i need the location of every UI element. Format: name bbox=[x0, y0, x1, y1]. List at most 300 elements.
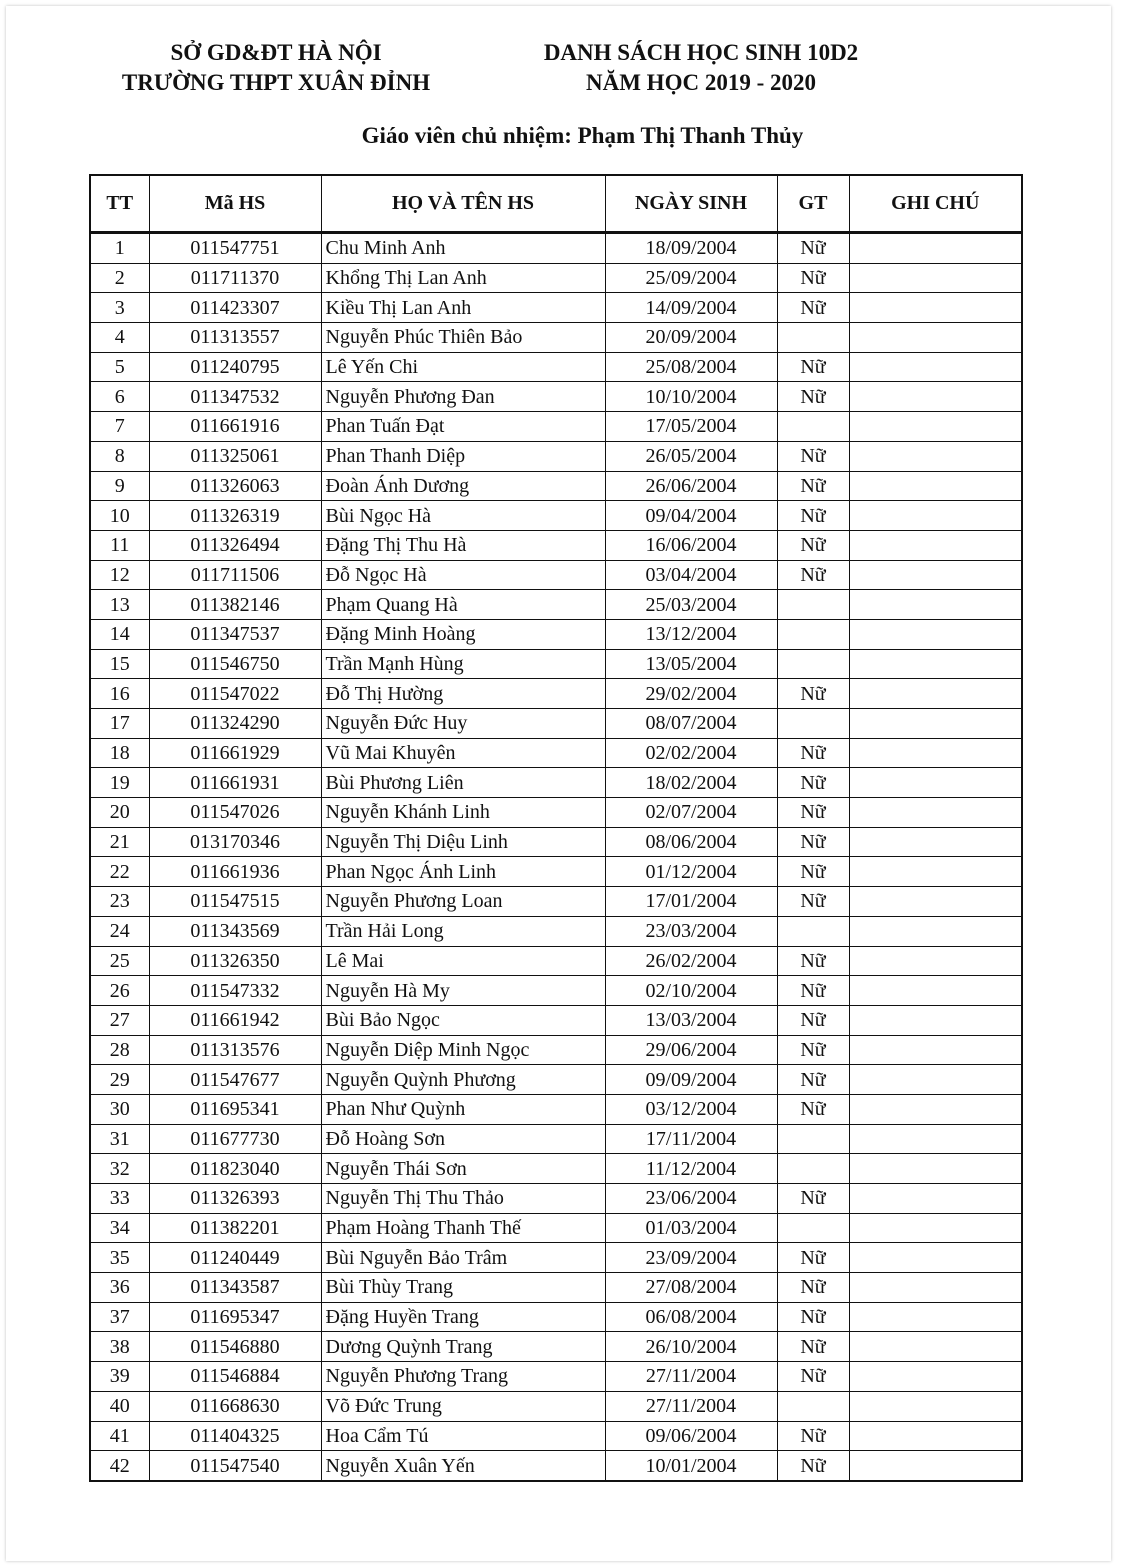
cell-birth-date: 23/06/2004 bbox=[605, 1184, 777, 1214]
cell-full-name: Bùi Thùy Trang bbox=[321, 1273, 605, 1303]
cell-index: 39 bbox=[90, 1362, 149, 1392]
cell-gender: Nữ bbox=[777, 946, 849, 976]
cell-index: 38 bbox=[90, 1332, 149, 1362]
cell-index: 12 bbox=[90, 560, 149, 590]
cell-notes bbox=[849, 1124, 1022, 1154]
cell-student-id: 011343587 bbox=[149, 1273, 321, 1303]
cell-gender: Nữ bbox=[777, 530, 849, 560]
cell-gender bbox=[777, 1391, 849, 1421]
cell-birth-date: 20/09/2004 bbox=[605, 323, 777, 353]
cell-index: 5 bbox=[90, 352, 149, 382]
table-row bbox=[90, 1362, 1022, 1392]
table-row bbox=[90, 887, 1022, 917]
cell-index: 37 bbox=[90, 1302, 149, 1332]
cell-birth-date: 16/06/2004 bbox=[605, 530, 777, 560]
cell-full-name: Lê Yến Chi bbox=[321, 352, 605, 382]
cell-index: 14 bbox=[90, 619, 149, 649]
cell-notes bbox=[849, 1273, 1022, 1303]
cell-gender bbox=[777, 709, 849, 739]
cell-gender: Nữ bbox=[777, 768, 849, 798]
cell-student-id: 011661942 bbox=[149, 1005, 321, 1035]
cell-notes bbox=[849, 560, 1022, 590]
cell-birth-date: 11/12/2004 bbox=[605, 1154, 777, 1184]
cell-index: 33 bbox=[90, 1184, 149, 1214]
cell-birth-date: 03/12/2004 bbox=[605, 1094, 777, 1124]
cell-birth-date: 14/09/2004 bbox=[605, 293, 777, 323]
cell-gender: Nữ bbox=[777, 1451, 849, 1481]
cell-index: 30 bbox=[90, 1094, 149, 1124]
cell-notes bbox=[849, 382, 1022, 412]
cell-birth-date: 13/03/2004 bbox=[605, 1005, 777, 1035]
col-header-gender: GT bbox=[777, 175, 849, 233]
cell-gender bbox=[777, 649, 849, 679]
cell-student-id: 011547332 bbox=[149, 976, 321, 1006]
cell-notes bbox=[849, 1154, 1022, 1184]
cell-notes bbox=[849, 738, 1022, 768]
table-row bbox=[90, 1243, 1022, 1273]
cell-notes bbox=[849, 1451, 1022, 1481]
cell-full-name: Phan Như Quỳnh bbox=[321, 1094, 605, 1124]
cell-student-id: 011382201 bbox=[149, 1213, 321, 1243]
table-row bbox=[90, 768, 1022, 798]
cell-gender: Nữ bbox=[777, 976, 849, 1006]
cell-index: 10 bbox=[90, 501, 149, 531]
cell-notes bbox=[849, 679, 1022, 709]
cell-index: 13 bbox=[90, 590, 149, 620]
cell-full-name: Trần Hải Long bbox=[321, 916, 605, 946]
cell-gender: Nữ bbox=[777, 738, 849, 768]
cell-index: 42 bbox=[90, 1451, 149, 1481]
cell-notes bbox=[849, 323, 1022, 353]
table-row bbox=[90, 590, 1022, 620]
cell-index: 32 bbox=[90, 1154, 149, 1184]
cell-index: 8 bbox=[90, 441, 149, 471]
cell-student-id: 011547751 bbox=[149, 233, 321, 264]
cell-full-name: Đỗ Hoàng Sơn bbox=[321, 1124, 605, 1154]
cell-student-id: 011326319 bbox=[149, 501, 321, 531]
cell-student-id: 011546880 bbox=[149, 1332, 321, 1362]
cell-index: 15 bbox=[90, 649, 149, 679]
header-left bbox=[91, 38, 461, 98]
cell-student-id: 011668630 bbox=[149, 1391, 321, 1421]
cell-birth-date: 18/02/2004 bbox=[605, 768, 777, 798]
cell-full-name: Nguyễn Phương Loan bbox=[321, 887, 605, 917]
cell-gender: Nữ bbox=[777, 560, 849, 590]
cell-student-id: 011547677 bbox=[149, 1065, 321, 1095]
cell-notes bbox=[849, 352, 1022, 382]
table-row bbox=[90, 1302, 1022, 1332]
cell-index: 26 bbox=[90, 976, 149, 1006]
cell-notes bbox=[849, 1302, 1022, 1332]
cell-notes bbox=[849, 1094, 1022, 1124]
cell-index: 1 bbox=[90, 233, 149, 264]
cell-birth-date: 10/10/2004 bbox=[605, 382, 777, 412]
cell-birth-date: 26/06/2004 bbox=[605, 471, 777, 501]
cell-birth-date: 09/09/2004 bbox=[605, 1065, 777, 1095]
cell-student-id: 011711506 bbox=[149, 560, 321, 590]
cell-notes bbox=[849, 441, 1022, 471]
cell-notes bbox=[849, 709, 1022, 739]
cell-full-name: Đặng Minh Hoàng bbox=[321, 619, 605, 649]
table-row bbox=[90, 530, 1022, 560]
cell-notes bbox=[849, 1184, 1022, 1214]
cell-full-name: Nguyễn Quỳnh Phương bbox=[321, 1065, 605, 1095]
cell-gender: Nữ bbox=[777, 1421, 849, 1451]
cell-notes bbox=[849, 1362, 1022, 1392]
cell-birth-date: 27/11/2004 bbox=[605, 1391, 777, 1421]
table-row bbox=[90, 1035, 1022, 1065]
table-body bbox=[90, 233, 1022, 1481]
cell-full-name: Bùi Nguyễn Bảo Trâm bbox=[321, 1243, 605, 1273]
cell-gender: Nữ bbox=[777, 679, 849, 709]
cell-full-name: Đỗ Ngọc Hà bbox=[321, 560, 605, 590]
cell-birth-date: 29/06/2004 bbox=[605, 1035, 777, 1065]
cell-notes bbox=[849, 1035, 1022, 1065]
cell-index: 24 bbox=[90, 916, 149, 946]
cell-index: 23 bbox=[90, 887, 149, 917]
cell-index: 3 bbox=[90, 293, 149, 323]
table-row bbox=[90, 1005, 1022, 1035]
col-header-index: TT bbox=[90, 175, 149, 233]
cell-index: 22 bbox=[90, 857, 149, 887]
homeroom-teacher: Giáo viên chủ nhiệm: Phạm Thị Thanh Thủy bbox=[361, 123, 804, 148]
table-row bbox=[90, 946, 1022, 976]
table-header-row bbox=[90, 175, 1022, 233]
cell-gender bbox=[777, 323, 849, 353]
list-title: DANH SÁCH HỌC SINH 10D2 bbox=[543, 40, 859, 65]
cell-birth-date: 13/12/2004 bbox=[605, 619, 777, 649]
cell-gender: Nữ bbox=[777, 1035, 849, 1065]
cell-student-id: 011661929 bbox=[149, 738, 321, 768]
cell-student-id: 011823040 bbox=[149, 1154, 321, 1184]
cell-birth-date: 08/07/2004 bbox=[605, 709, 777, 739]
col-header-birth-date: NGÀY SINH bbox=[605, 175, 777, 233]
header-right bbox=[481, 38, 921, 98]
cell-student-id: 011382146 bbox=[149, 590, 321, 620]
cell-gender: Nữ bbox=[777, 471, 849, 501]
cell-gender: Nữ bbox=[777, 352, 849, 382]
cell-student-id: 011423307 bbox=[149, 293, 321, 323]
cell-gender bbox=[777, 619, 849, 649]
table-row bbox=[90, 412, 1022, 442]
cell-student-id: 011547026 bbox=[149, 798, 321, 828]
cell-student-id: 011661916 bbox=[149, 412, 321, 442]
table-row bbox=[90, 293, 1022, 323]
cell-notes bbox=[849, 768, 1022, 798]
cell-full-name: Nguyễn Xuân Yến bbox=[321, 1451, 605, 1481]
cell-notes bbox=[849, 293, 1022, 323]
cell-birth-date: 26/05/2004 bbox=[605, 441, 777, 471]
cell-full-name: Nguyễn Thị Diệu Linh bbox=[321, 827, 605, 857]
cell-birth-date: 17/05/2004 bbox=[605, 412, 777, 442]
cell-student-id: 011677730 bbox=[149, 1124, 321, 1154]
cell-notes bbox=[849, 412, 1022, 442]
cell-birth-date: 23/09/2004 bbox=[605, 1243, 777, 1273]
cell-full-name: Bùi Bảo Ngọc bbox=[321, 1005, 605, 1035]
cell-student-id: 013170346 bbox=[149, 827, 321, 857]
table-row bbox=[90, 916, 1022, 946]
cell-full-name: Nguyễn Hà My bbox=[321, 976, 605, 1006]
cell-index: 17 bbox=[90, 709, 149, 739]
cell-full-name: Đặng Huyền Trang bbox=[321, 1302, 605, 1332]
cell-notes bbox=[849, 1332, 1022, 1362]
cell-notes bbox=[849, 916, 1022, 946]
table-row bbox=[90, 1391, 1022, 1421]
cell-index: 41 bbox=[90, 1421, 149, 1451]
cell-gender bbox=[777, 590, 849, 620]
cell-student-id: 011240795 bbox=[149, 352, 321, 382]
cell-student-id: 011661936 bbox=[149, 857, 321, 887]
school-year: NĂM HỌC 2019 - 2020 bbox=[586, 70, 816, 95]
table-row bbox=[90, 441, 1022, 471]
cell-notes bbox=[849, 471, 1022, 501]
cell-birth-date: 09/04/2004 bbox=[605, 501, 777, 531]
cell-full-name: Nguyễn Phương Trang bbox=[321, 1362, 605, 1392]
cell-gender: Nữ bbox=[777, 441, 849, 471]
cell-index: 7 bbox=[90, 412, 149, 442]
cell-gender: Nữ bbox=[777, 293, 849, 323]
cell-full-name: Lê Mai bbox=[321, 946, 605, 976]
table-row bbox=[90, 1451, 1022, 1481]
cell-gender bbox=[777, 1124, 849, 1154]
table-row bbox=[90, 501, 1022, 531]
table-row bbox=[90, 1213, 1022, 1243]
cell-index: 21 bbox=[90, 827, 149, 857]
cell-full-name: Phạm Quang Hà bbox=[321, 590, 605, 620]
table-row bbox=[90, 738, 1022, 768]
cell-notes bbox=[849, 501, 1022, 531]
cell-notes bbox=[849, 827, 1022, 857]
cell-index: 27 bbox=[90, 1005, 149, 1035]
cell-notes bbox=[849, 619, 1022, 649]
cell-gender: Nữ bbox=[777, 233, 849, 264]
cell-notes bbox=[849, 1421, 1022, 1451]
cell-gender: Nữ bbox=[777, 1362, 849, 1392]
cell-birth-date: 13/05/2004 bbox=[605, 649, 777, 679]
cell-full-name: Nguyễn Khánh Linh bbox=[321, 798, 605, 828]
department-name: SỞ GD&ĐT HÀ NỘI bbox=[170, 40, 382, 65]
cell-gender bbox=[777, 1213, 849, 1243]
cell-notes bbox=[849, 857, 1022, 887]
table-row bbox=[90, 1094, 1022, 1124]
table-row bbox=[90, 649, 1022, 679]
table-row bbox=[90, 1273, 1022, 1303]
cell-index: 11 bbox=[90, 530, 149, 560]
cell-birth-date: 08/06/2004 bbox=[605, 827, 777, 857]
cell-student-id: 011326063 bbox=[149, 471, 321, 501]
cell-student-id: 011695341 bbox=[149, 1094, 321, 1124]
table-row bbox=[90, 976, 1022, 1006]
cell-full-name: Khổng Thị Lan Anh bbox=[321, 263, 605, 293]
cell-student-id: 011546884 bbox=[149, 1362, 321, 1392]
cell-full-name: Kiều Thị Lan Anh bbox=[321, 293, 605, 323]
cell-birth-date: 02/02/2004 bbox=[605, 738, 777, 768]
table-row bbox=[90, 323, 1022, 353]
cell-notes bbox=[849, 590, 1022, 620]
cell-gender bbox=[777, 1154, 849, 1184]
cell-index: 20 bbox=[90, 798, 149, 828]
cell-full-name: Nguyễn Phúc Thiên Bảo bbox=[321, 323, 605, 353]
cell-gender: Nữ bbox=[777, 1005, 849, 1035]
cell-birth-date: 01/12/2004 bbox=[605, 857, 777, 887]
cell-index: 31 bbox=[90, 1124, 149, 1154]
cell-student-id: 011326393 bbox=[149, 1184, 321, 1214]
cell-full-name: Dương Quỳnh Trang bbox=[321, 1332, 605, 1362]
cell-birth-date: 29/02/2004 bbox=[605, 679, 777, 709]
school-name: TRƯỜNG THPT XUÂN ĐỈNH bbox=[121, 70, 431, 95]
table-row bbox=[90, 560, 1022, 590]
cell-index: 29 bbox=[90, 1065, 149, 1095]
table-row bbox=[90, 352, 1022, 382]
cell-index: 25 bbox=[90, 946, 149, 976]
cell-student-id: 011313557 bbox=[149, 323, 321, 353]
col-header-full-name: HỌ VÀ TÊN HS bbox=[321, 175, 605, 233]
cell-student-id: 011547022 bbox=[149, 679, 321, 709]
cell-birth-date: 01/03/2004 bbox=[605, 1213, 777, 1243]
cell-full-name: Đặng Thị Thu Hà bbox=[321, 530, 605, 560]
cell-index: 18 bbox=[90, 738, 149, 768]
cell-student-id: 011325061 bbox=[149, 441, 321, 471]
cell-notes bbox=[849, 1391, 1022, 1421]
cell-full-name: Phạm Hoàng Thanh Thế bbox=[321, 1213, 605, 1243]
cell-gender: Nữ bbox=[777, 1302, 849, 1332]
cell-full-name: Hoa Cẩm Tú bbox=[321, 1421, 605, 1451]
cell-gender: Nữ bbox=[777, 1184, 849, 1214]
cell-birth-date: 03/04/2004 bbox=[605, 560, 777, 590]
table-row bbox=[90, 471, 1022, 501]
cell-full-name: Vũ Mai Khuyên bbox=[321, 738, 605, 768]
cell-full-name: Nguyễn Thị Thu Thảo bbox=[321, 1184, 605, 1214]
cell-full-name: Phan Ngọc Ánh Linh bbox=[321, 857, 605, 887]
cell-index: 28 bbox=[90, 1035, 149, 1065]
cell-birth-date: 25/03/2004 bbox=[605, 590, 777, 620]
cell-birth-date: 26/10/2004 bbox=[605, 1332, 777, 1362]
cell-birth-date: 09/06/2004 bbox=[605, 1421, 777, 1451]
cell-birth-date: 06/08/2004 bbox=[605, 1302, 777, 1332]
cell-index: 34 bbox=[90, 1213, 149, 1243]
table-row bbox=[90, 1332, 1022, 1362]
cell-notes bbox=[849, 263, 1022, 293]
cell-notes bbox=[849, 1213, 1022, 1243]
cell-full-name: Đỗ Thị Hường bbox=[321, 679, 605, 709]
table-row bbox=[90, 1184, 1022, 1214]
cell-full-name: Nguyễn Thái Sơn bbox=[321, 1154, 605, 1184]
cell-gender bbox=[777, 412, 849, 442]
table-row bbox=[90, 263, 1022, 293]
cell-student-id: 011313576 bbox=[149, 1035, 321, 1065]
cell-full-name: Trần Mạnh Hùng bbox=[321, 649, 605, 679]
table-row bbox=[90, 827, 1022, 857]
student-table bbox=[89, 174, 1023, 1482]
cell-student-id: 011343569 bbox=[149, 916, 321, 946]
cell-index: 36 bbox=[90, 1273, 149, 1303]
table-row bbox=[90, 1124, 1022, 1154]
cell-student-id: 011547540 bbox=[149, 1451, 321, 1481]
table-row bbox=[90, 1421, 1022, 1451]
cell-birth-date: 25/08/2004 bbox=[605, 352, 777, 382]
cell-birth-date: 26/02/2004 bbox=[605, 946, 777, 976]
cell-full-name: Nguyễn Diệp Minh Ngọc bbox=[321, 1035, 605, 1065]
cell-gender bbox=[777, 916, 849, 946]
cell-notes bbox=[849, 798, 1022, 828]
cell-index: 35 bbox=[90, 1243, 149, 1273]
table-row bbox=[90, 709, 1022, 739]
table-row bbox=[90, 679, 1022, 709]
cell-birth-date: 27/08/2004 bbox=[605, 1273, 777, 1303]
table-row bbox=[90, 619, 1022, 649]
cell-gender: Nữ bbox=[777, 501, 849, 531]
cell-full-name: Bùi Phương Liên bbox=[321, 768, 605, 798]
cell-student-id: 011661931 bbox=[149, 768, 321, 798]
cell-full-name: Nguyễn Đức Huy bbox=[321, 709, 605, 739]
cell-notes bbox=[849, 946, 1022, 976]
cell-student-id: 011404325 bbox=[149, 1421, 321, 1451]
cell-student-id: 011324290 bbox=[149, 709, 321, 739]
cell-notes bbox=[849, 1065, 1022, 1095]
cell-gender: Nữ bbox=[777, 1332, 849, 1362]
cell-index: 6 bbox=[90, 382, 149, 412]
cell-birth-date: 18/09/2004 bbox=[605, 233, 777, 264]
table-row bbox=[90, 1065, 1022, 1095]
cell-gender: Nữ bbox=[777, 1065, 849, 1095]
cell-gender: Nữ bbox=[777, 798, 849, 828]
cell-notes bbox=[849, 649, 1022, 679]
cell-notes bbox=[849, 1005, 1022, 1035]
cell-birth-date: 10/01/2004 bbox=[605, 1451, 777, 1481]
cell-student-id: 011711370 bbox=[149, 263, 321, 293]
cell-full-name: Chu Minh Anh bbox=[321, 233, 605, 264]
cell-full-name: Đoàn Ánh Dương bbox=[321, 471, 605, 501]
cell-student-id: 011547515 bbox=[149, 887, 321, 917]
cell-birth-date: 25/09/2004 bbox=[605, 263, 777, 293]
cell-student-id: 011546750 bbox=[149, 649, 321, 679]
table-row bbox=[90, 382, 1022, 412]
cell-index: 40 bbox=[90, 1391, 149, 1421]
cell-notes bbox=[849, 976, 1022, 1006]
cell-birth-date: 02/07/2004 bbox=[605, 798, 777, 828]
cell-index: 4 bbox=[90, 323, 149, 353]
cell-notes bbox=[849, 887, 1022, 917]
cell-gender: Nữ bbox=[777, 1094, 849, 1124]
cell-gender: Nữ bbox=[777, 827, 849, 857]
cell-full-name: Bùi Ngọc Hà bbox=[321, 501, 605, 531]
cell-gender: Nữ bbox=[777, 263, 849, 293]
cell-full-name: Nguyễn Phương Đan bbox=[321, 382, 605, 412]
cell-gender: Nữ bbox=[777, 1273, 849, 1303]
col-header-notes: GHI CHÚ bbox=[849, 175, 1022, 233]
cell-birth-date: 27/11/2004 bbox=[605, 1362, 777, 1392]
cell-birth-date: 17/01/2004 bbox=[605, 887, 777, 917]
cell-full-name: Phan Tuấn Đạt bbox=[321, 412, 605, 442]
cell-student-id: 011695347 bbox=[149, 1302, 321, 1332]
cell-student-id: 011347537 bbox=[149, 619, 321, 649]
table-row bbox=[90, 233, 1022, 264]
cell-notes bbox=[849, 233, 1022, 264]
cell-gender: Nữ bbox=[777, 857, 849, 887]
cell-notes bbox=[849, 1243, 1022, 1273]
cell-birth-date: 23/03/2004 bbox=[605, 916, 777, 946]
cell-student-id: 011326494 bbox=[149, 530, 321, 560]
cell-notes bbox=[849, 530, 1022, 560]
col-header-student-id: Mã HS bbox=[149, 175, 321, 233]
cell-full-name: Võ Đức Trung bbox=[321, 1391, 605, 1421]
cell-birth-date: 02/10/2004 bbox=[605, 976, 777, 1006]
cell-full-name: Phan Thanh Diệp bbox=[321, 441, 605, 471]
cell-student-id: 011326350 bbox=[149, 946, 321, 976]
cell-index: 2 bbox=[90, 263, 149, 293]
table-row bbox=[90, 798, 1022, 828]
table-row bbox=[90, 1154, 1022, 1184]
